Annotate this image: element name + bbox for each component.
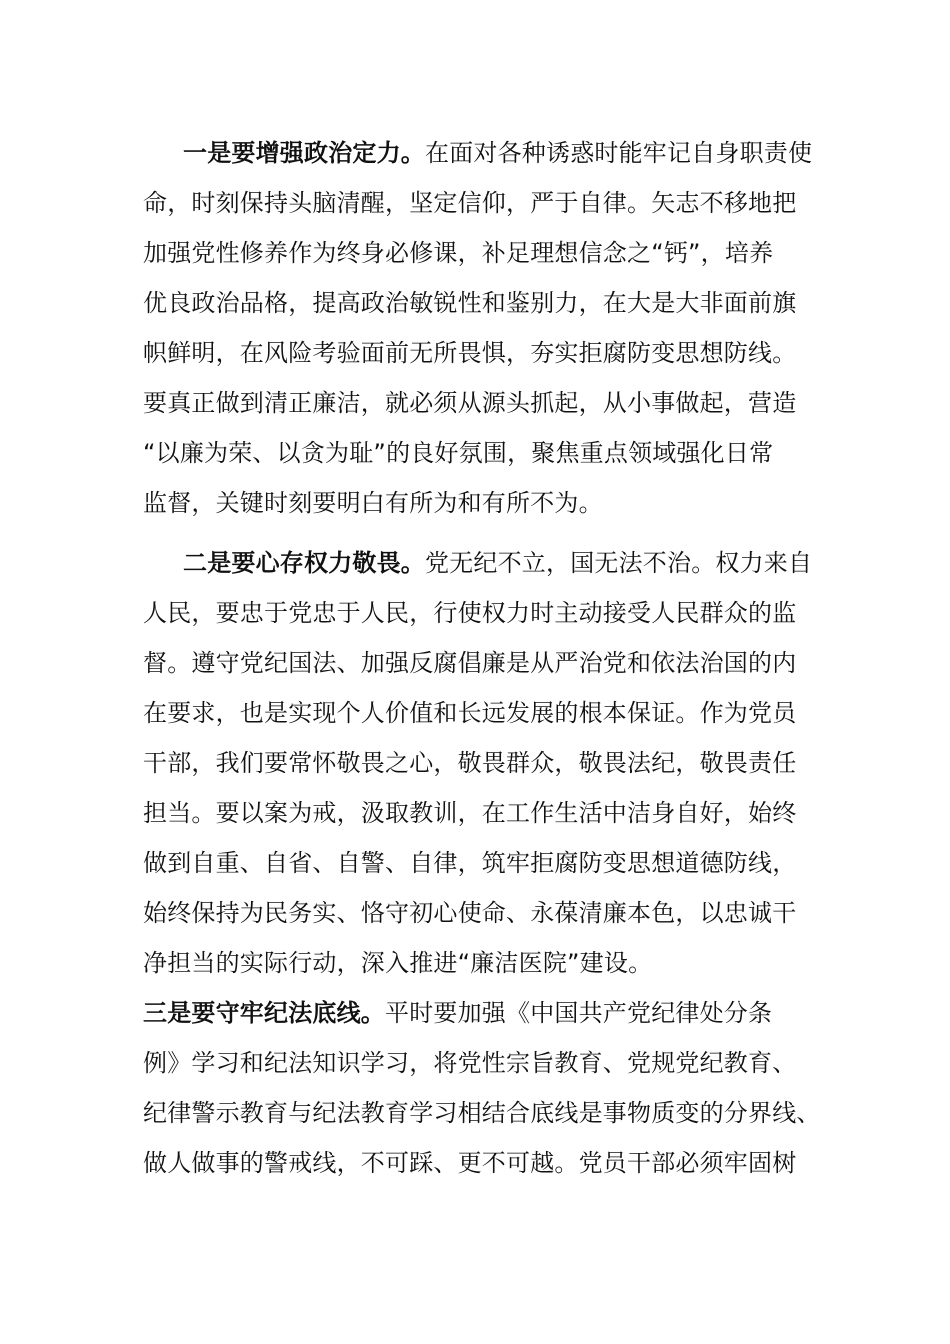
text-line: 人民，要忠于党忠于人民，行使权力时主动接受人民群众的监	[143, 599, 797, 627]
text-line: 优良政治品格，提高政治敏锐性和鉴别力，在大是大非面前旗	[143, 289, 797, 317]
text-line: 监督，关键时刻要明白有所为和有所不为。	[143, 489, 603, 517]
text-line: 命，时刻保持头脑清醒，坚定信仰，严于自律。矢志不移地把	[143, 189, 797, 217]
paragraph-3-line-1	[143, 988, 843, 1038]
text-line: 做人做事的警戒线，不可踩、更不可越。党员干部必须牢固树	[143, 1149, 797, 1177]
text-line: 要真正做到清正廉洁，就必须从源头抓起，从小事做起，营造	[143, 389, 797, 417]
text-line: 担当。要以案为戒，汲取教训，在工作生活中洁身自好，始终	[143, 799, 797, 827]
text-line: 纪律警示教育与纪法教育学习相结合底线是事物质变的分界线、	[143, 1099, 821, 1127]
document-body	[143, 128, 843, 1188]
text-line: 例》学习和纪法知识学习，将党性宗旨教育、党规党纪教育、	[143, 1049, 797, 1077]
paragraph-3-heading: 三是要守牢纪法底线。	[143, 999, 385, 1027]
text-line: 始终保持为民务实、恪守初心使命、永葆清廉本色，以忠诚干	[143, 899, 797, 927]
paragraph-1-text: 在面对各种诱惑时能牢记自身职责使	[425, 139, 813, 167]
paragraph-2-heading: 二是要心存权力敬畏。	[183, 549, 425, 577]
text-line: 加强党性修养作为终身必修课，补足理想信念之“钙”，培养	[143, 239, 774, 267]
text-line: 做到自重、自省、自警、自律，筑牢拒腐防变思想道德防线，	[143, 849, 797, 877]
paragraph-2-text: 党无纪不立，国无法不治。权力来自	[425, 549, 813, 577]
paragraph-spacer	[143, 528, 843, 538]
paragraph-1-line-1	[143, 128, 843, 178]
text-line: 干部，我们要常怀敬畏之心，敬畏群众，敬畏法纪，敬畏责任	[143, 749, 797, 777]
paragraph-1-heading: 一是要增强政治定力。	[183, 139, 425, 167]
text-line: 净担当的实际行动，深入推进“廉洁医院”建设。	[143, 949, 653, 977]
text-line: “以廉为荣、以贪为耻”的良好氛围，聚焦重点领域强化日常	[143, 439, 774, 467]
text-line: 督。遵守党纪国法、加强反腐倡廉是从严治党和依法治国的内	[143, 649, 797, 677]
text-line: 在要求，也是实现个人价值和长远发展的根本保证。作为党员	[143, 699, 797, 727]
paragraph-2-line-1	[143, 538, 843, 588]
paragraph-3-text: 平时要加强《中国共产党纪律处分条	[385, 999, 773, 1027]
text-line: 帜鲜明，在风险考验面前无所畏惧，夯实拒腐防变思想防线。	[143, 339, 797, 367]
